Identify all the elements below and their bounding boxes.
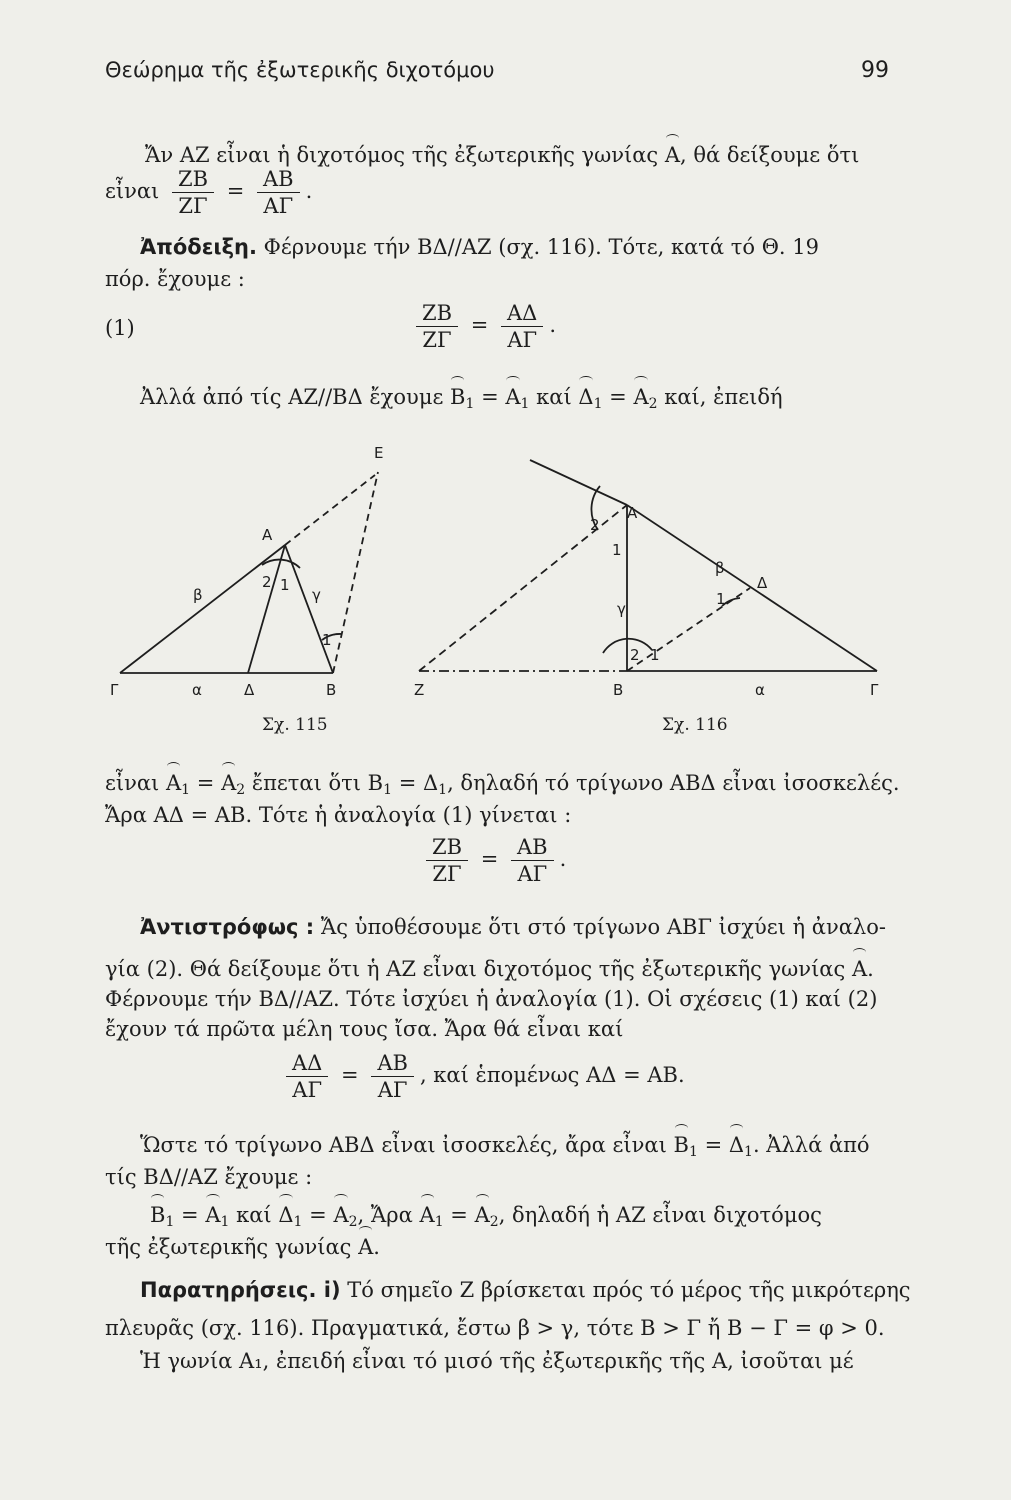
- fraction: $\frac{AB}{A\Gamma}$: [371, 1050, 414, 1103]
- page: Θεώρημα τῆς ἐξωτερικῆς διχοτόμου 99 Ἄν ΑΖ εἶναι ἡ διχοτόμος τῆς ἐξωτερικῆς γωνίας Α, θά δείξουμε ὅτι εἶναι $\frac{ZB}{Z\Gamma}$ = $\frac{AB}{A\Gamma}$ . Ἀπόδειξη. Φέρνουμε τήν ΒΔ//ΑΖ (σχ. 116). Τότε, κατά τό Θ. 19 πόρ. ἔχουμε : (1) $\frac{ZB}{Z\Gamma}$ = $\frac{A\Delta}{A\Gamma}$ . Ἀλλά ἀπό τίς ΑΖ//ΒΔ ἔχουμε $B_1 = A_1$ καί $\Delta_1 = A_2$ καί, ἐπειδή Ε Α β γ 2 1 1 Γ α Δ Β Ζ Α 2 1 β γ Δ 1 2 1 Β α Γ Σχ. 115 Σχ. 116 εἶναι $A_1 = A_2$ ἔπεται ὅτι $B_1 = \Delta_1$, δηλαδή τό τρίγωνο ΑΒΔ εἶναι ἰσοσκελές. Ἄρα ΑΔ = ΑΒ. Τότε ἡ ἀναλογία (1) γίνεται : $\frac{ZB}{Z\Gamma}$ = $\frac{AB}{A\Gamma}$ . Ἀντιστρόφως : Ἄς ὑποθέσουμε ὅτι στό τρίγωνο ΑΒΓ ἰσχύει ἡ ἀναλο- γία (2). Θά δείξουμε ὅτι ἡ ΑΖ εἶναι διχοτόμος τῆς ἐξωτερικῆς γωνίας Α. Φέρνουμε τήν ΒΔ//ΑΖ. Τότε ἰσχύει ἡ ἀναλογία (1). Οἱ σχέσεις (1) καί (2) ἔχουν τά πρῶτα μέλη τους ἴσα. Ἄρα θά εἶναι καί $\frac{A\Delta}{A\Gamma}$ = $\frac{AB}{A\Gamma}$ , καί ἑπομένως ΑΔ = ΑΒ. Ὥστε τό τρίγωνο ΑΒΔ εἶναι ἰσοσκελές, ἄρα εἶναι $B_1 = \Delta_1$. Ἀλλά ἀπό τίς ΒΔ//ΑΖ ἔχουμε : $B_1 = A_1$ καί $\Delta_1 = A_2$, Ἄρα $A_1 = A_2$, δηλαδή ἡ ΑΖ εἶναι διχοτόμος τῆς ἐξωτερικῆς γωνίας Α. Παρατηρήσεις. i) Τό σημεῖο Ζ βρίσκεται πρός τό μέρος τῆς μικρότερης πλευρᾶς (σχ. 116). Πραγματικά, ἔστω β > γ, τότε Β > Γ ἤ Β − Γ = φ > 0. Ἡ γωνία Α₁, ἐπειδή εἶναι τό μισό τῆς ἐξωτερικῆς τῆς Α, ἰσοῦται μέ: [0, 0, 1011, 1500]
- equation-3: $\frac{A\Delta}{A\Gamma}$ = $\frac{AB}{A\Gamma}$ , καί ἑπομένως ΑΔ = ΑΒ.: [280, 1050, 685, 1103]
- paragraph-from: τίς ΒΔ//ΑΖ ἔχουμε :: [105, 1165, 313, 1189]
- paragraph-isosceles: εἶναι $A_1 = A_2$ ἔπεται ὅτι $B_1 = \Delta_1$, δηλαδή τό τρίγωνο ΑΒΔ εἶναι ἰσοσκελές.: [105, 768, 891, 805]
- label-2: 2: [590, 516, 600, 534]
- converse-line: Ἀντιστρόφως : Ἄς ὑποθέσουμε ὅτι στό τρίγωνο ΑΒΓ ἰσχύει ἡ ἀναλο-: [140, 915, 886, 939]
- label-1c: 1: [716, 590, 726, 608]
- label-1b: 1: [322, 631, 332, 649]
- fraction: $\frac{AB}{A\Gamma}$: [511, 834, 554, 887]
- ratio-statement: εἶναι $\frac{ZB}{Z\Gamma}$ = $\frac{AB}{A\Gamma}$ .: [105, 167, 313, 218]
- paragraph-therefore: Ἄρα ΑΔ = ΑΒ. Τότε ἡ ἀναλογία (1) γίνεται :: [105, 803, 572, 827]
- converse-line-3: Φέρνουμε τήν ΒΔ//ΑΖ. Τότε ἰσχύει ἡ ἀναλογία (1). Οἱ σχέσεις (1) καί (2): [105, 987, 878, 1011]
- extension: [530, 460, 627, 505]
- converse-line-2: γία (2). Θά δείξουμε ὅτι ἡ ΑΖ εἶναι διχοτόμος τῆς ἐξωτερικῆς γωνίας Α.: [105, 954, 891, 984]
- fraction: $\frac{ZB}{Z\Gamma}$: [426, 834, 468, 887]
- remarks-line: Παρατηρήσεις. i) Τό σημεῖο Ζ βρίσκεται πρός τό μέρος τῆς μικρότερης: [140, 1278, 911, 1302]
- remarks-label: Παρατηρήσεις. i): [140, 1278, 341, 1302]
- remarks-line-2: πλευρᾶς (σχ. 116). Πραγματικά, ἔστω β > γ, τότε Β > Γ ἤ Β − Γ = φ > 0.: [105, 1316, 885, 1340]
- label-b: Β: [326, 681, 337, 699]
- label-beta: β: [193, 586, 203, 604]
- equation-2: $\frac{ZB}{Z\Gamma}$ = $\frac{AB}{A\Gamma}$ .: [420, 834, 566, 887]
- bisector-ad: [248, 545, 285, 673]
- angle-hat: Α: [665, 140, 680, 170]
- label-gamma: γ: [617, 600, 626, 618]
- paragraph-angle-equalities: $B_1 = A_1$ καί $\Delta_1 = A_2$, Ἄρα $A_1 = A_2$, δηλαδή ἡ ΑΖ εἶναι διχοτόμος: [150, 1200, 891, 1237]
- fraction: $\frac{A\Delta}{A\Gamma}$: [501, 300, 543, 353]
- remarks-line-3: Ἡ γωνία Α₁, ἐπειδή εἶναι τό μισό τῆς ἐξωτερικῆς τῆς Α, ἰσοῦται μέ: [140, 1349, 854, 1373]
- extension-ae: [285, 475, 375, 545]
- side-gamma: [285, 545, 333, 673]
- side-beta: [627, 505, 877, 671]
- paragraph-angles: Ἀλλά ἀπό τίς ΑΖ//ΒΔ ἔχουμε $B_1 = A_1$ καί $\Delta_1 = A_2$ καί, ἐπειδή: [140, 382, 891, 419]
- label-b: Β: [613, 681, 624, 699]
- line-be: [333, 472, 378, 673]
- label-a: Α: [627, 504, 638, 522]
- paragraph-so: Ὥστε τό τρίγωνο ΑΒΔ εἶναι ἰσοσκελές, ἄρα εἶναι $B_1 = \Delta_1$. Ἀλλά ἀπό: [140, 1130, 891, 1167]
- label-gamma: γ: [312, 586, 321, 604]
- caption-fig-116: Σχ. 116: [662, 715, 728, 735]
- fraction: $\frac{ZB}{Z\Gamma}$: [172, 166, 214, 219]
- proof-label: Ἀπόδειξη.: [140, 235, 257, 259]
- caption-fig-115: Σχ. 115: [262, 715, 328, 735]
- proof-line-2: πόρ. ἔχουμε :: [105, 267, 245, 291]
- fraction: $\frac{A\Delta}{A\Gamma}$: [286, 1050, 328, 1103]
- label-1: 1: [612, 541, 622, 559]
- label-1d: 1: [650, 646, 660, 664]
- label-e: Ε: [374, 444, 384, 462]
- label-g: Γ: [110, 681, 119, 699]
- paragraph-intro: Ἄν ΑΖ εἶναι ἡ διχοτόμος τῆς ἐξωτερικῆς γωνίας Α, θά δείξουμε ὅτι: [145, 140, 891, 170]
- side-beta: [120, 545, 285, 673]
- label-beta: β: [715, 559, 725, 577]
- label-2b: 2: [630, 646, 640, 664]
- label-d: Δ: [244, 681, 255, 699]
- figure-115: [120, 472, 378, 673]
- label-z: Ζ: [414, 681, 425, 699]
- label-alpha: α: [755, 681, 765, 699]
- fraction: $\frac{AB}{A\Gamma}$: [257, 166, 300, 219]
- proof-line: Ἀπόδειξη. Φέρνουμε τήν ΒΔ//ΑΖ (σχ. 116). Τότε, κατά τό Θ. 19: [140, 235, 819, 259]
- converse-line-4: ἔχουν τά πρῶτα μέλη τους ἴσα. Ἄρα θά εἶναι καί: [105, 1017, 624, 1041]
- converse-label: Ἀντιστρόφως :: [140, 915, 315, 939]
- label-d: Δ: [757, 574, 768, 592]
- label-2: 2: [262, 573, 272, 591]
- figure-116-labels: [590, 504, 879, 699]
- label-alpha: α: [192, 681, 202, 699]
- fraction: $\frac{ZB}{Z\Gamma}$: [416, 300, 458, 353]
- running-header: Θεώρημα τῆς ἐξωτερικῆς διχοτόμου: [105, 58, 495, 82]
- page-number: 99: [861, 58, 889, 83]
- figure-116: [419, 460, 877, 671]
- label-1: 1: [280, 576, 290, 594]
- label-a: Α: [262, 526, 273, 544]
- figure-115-labels: [110, 444, 424, 699]
- label-g: Γ: [870, 681, 879, 699]
- paragraph-exterior: τῆς ἐξωτερικῆς γωνίας Α.: [105, 1232, 891, 1262]
